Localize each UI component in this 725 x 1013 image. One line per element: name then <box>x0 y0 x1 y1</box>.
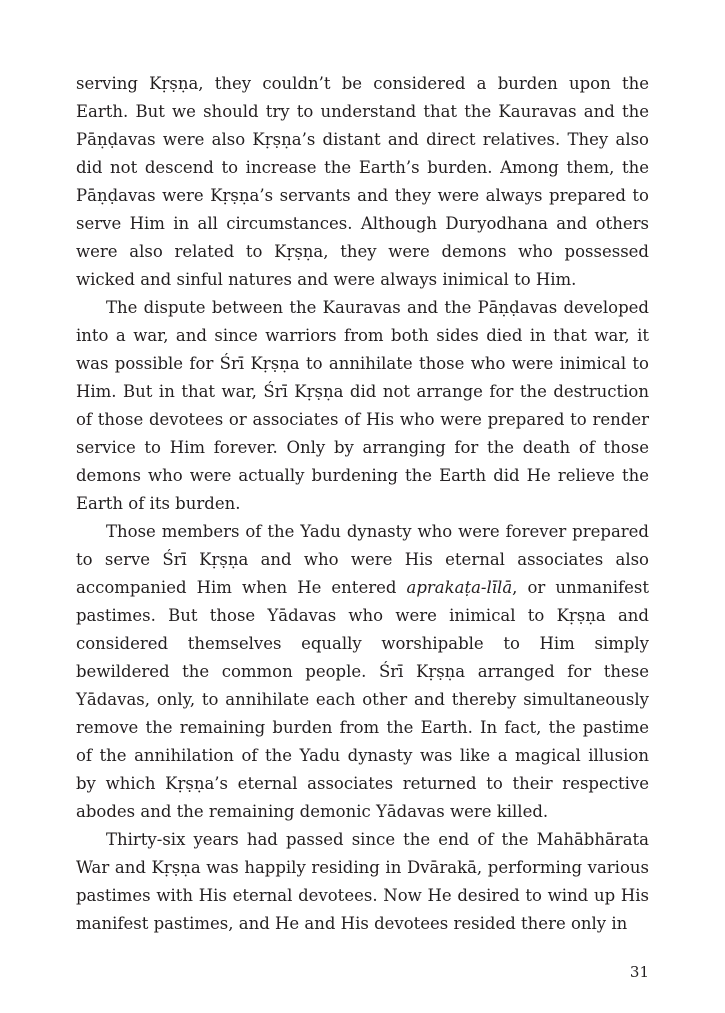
paragraph-4 <box>76 826 649 938</box>
paragraph-3 <box>76 518 649 826</box>
paragraph-3-text-start: Those members of the Yadu dynasty who were forever prepared to serve Śrī Kṛṣṇa and who were His eternal associates also accompanied Him when He entered <box>76 522 649 597</box>
paragraph-1 <box>76 70 649 294</box>
paragraph-1-text: serving Kṛṣṇa, they couldn’t be considered a burden upon the Earth. But we should try to understand that the Kauravas and the Pāṇḍavas were also Kṛṣṇa’s distant and direct relatives. They also did not descend to increase the Earth’s burden. Among them, the Pāṇḍavas were Kṛṣṇa’s servants and they were always prepared to serve Him in all circumstances. Although Duryodhana and others were also related to Kṛṣṇa, they were demons who possessed wicked and sinful natures and were always inimical to Him. <box>76 74 649 289</box>
page-number: 31 <box>629 963 649 981</box>
body-text <box>76 70 649 938</box>
paragraph-3-italic-term: aprakaṭa-līlā <box>406 578 513 597</box>
paragraph-3-text-end: , or unmanifest pastimes. But those Yādavas who were inimical to Kṛṣṇa and considered themselves equally worshipable to Him simply bewildered the common people. Śrī Kṛṣṇa arranged for these Yādavas, only, to annihilate each other and thereby simultaneously remove the remaining burden from the Earth. In fact, the pastime of the annihilation of the Yadu dynasty was like a magical illusion by which Kṛṣṇa’s eternal associates returned to their respective abodes and the remaining demonic Yādavas were killed. <box>76 578 649 821</box>
paragraph-4-text: Thirty-six years had passed since the end of the Mahābhārata War and Kṛṣṇa was happily residing in Dvārakā, performing various pastimes with His eternal devotees. Now He desired to wind up His manifest pastimes, and He and His devotees resided there only in <box>76 830 649 933</box>
paragraph-2-text: The dispute between the Kauravas and the Pāṇḍavas developed into a war, and since warriors from both sides died in that war, it was possible for Śrī Kṛṣṇa to annihilate those who were inimical to Him. But in that war, Śrī Kṛṣṇa did not arrange for the destruction of those devotees or associates of His who were prepared to render service to Him forever. Only by arranging for the death of those demons who were actually burdening the Earth did He relieve the Earth of its burden. <box>76 298 649 513</box>
paragraph-2 <box>76 294 649 518</box>
